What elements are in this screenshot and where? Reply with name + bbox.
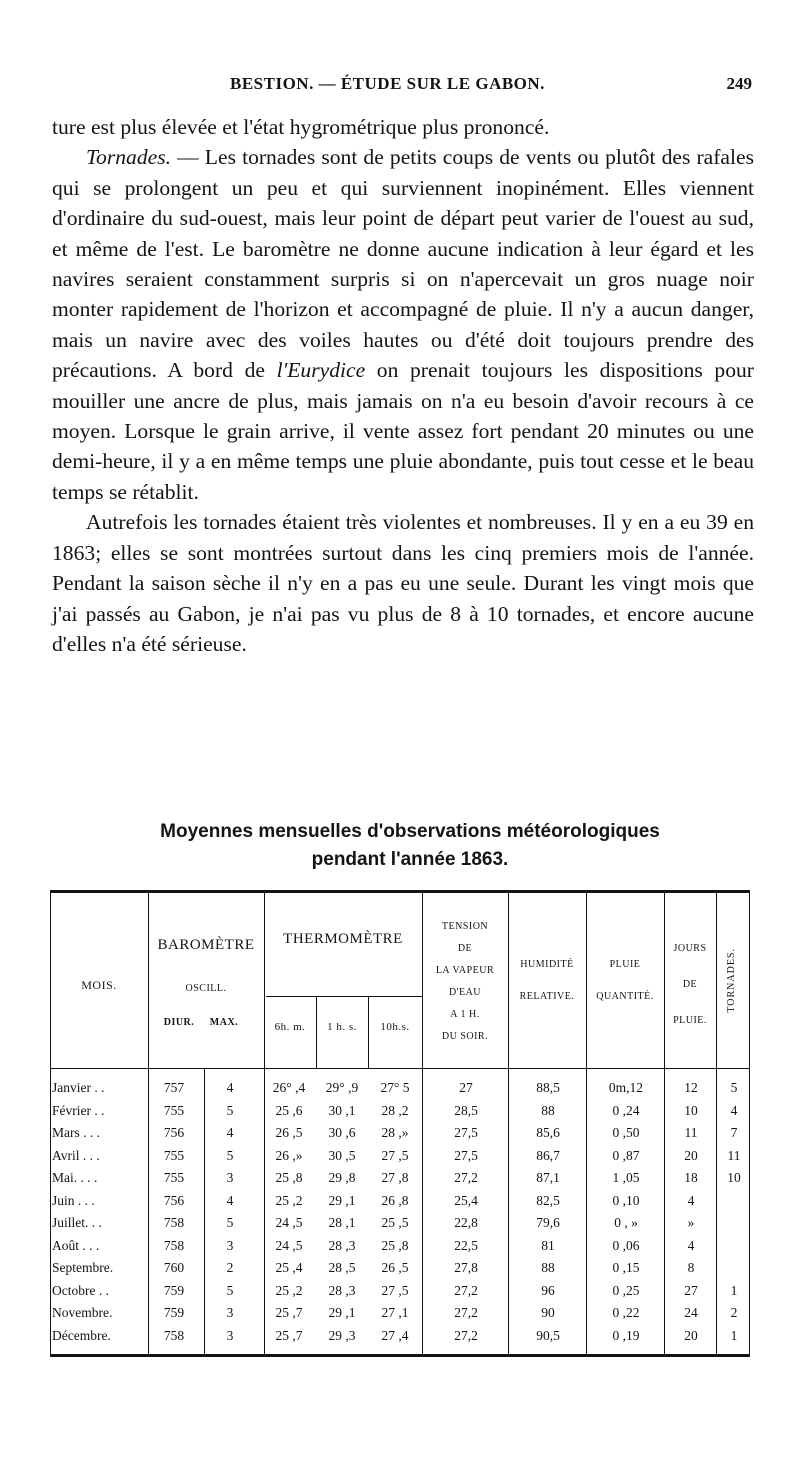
cell-t1: 28 ,5 [328, 1260, 356, 1275]
thermometer-rule [266, 996, 422, 997]
cell-torn: 10 [727, 1170, 741, 1185]
cell-hum: 85,6 [536, 1125, 560, 1140]
meteorological-table [50, 890, 750, 1360]
page-header [0, 74, 800, 98]
cell-t1: 29 ,8 [328, 1170, 356, 1185]
tension-line: A 1 H. [450, 1009, 480, 1020]
cell-torn: 2 [730, 1305, 738, 1320]
cell-jours: 20 [684, 1327, 698, 1343]
cell-bar: 756 [163, 1125, 185, 1140]
cell-vap: 27,2 [454, 1327, 478, 1343]
cell-osc: 2 [226, 1260, 234, 1275]
header-max: MAX. [209, 1017, 239, 1028]
header-de: DE [682, 979, 698, 990]
header-humidite: HUMIDITÉ [520, 959, 574, 970]
header-oscill: OSCILL. [185, 983, 227, 994]
table-bottom-rule [50, 1354, 750, 1357]
cell-vap: 22,5 [454, 1237, 478, 1253]
cell-t10: 27 ,8 [381, 1170, 409, 1185]
header-relative: RELATIVE. [519, 991, 575, 1002]
cell-bar: 760 [163, 1260, 185, 1275]
ship-name: l'Eurydice [276, 358, 366, 383]
cell-t1: 28 ,1 [328, 1215, 356, 1230]
paragraph-1: ture est plus élevée et l'état hygrométrique plus prononcé. [52, 115, 550, 139]
cell-osc: 4 [226, 1125, 234, 1140]
cell-t1: 28 ,3 [328, 1282, 356, 1298]
cell-vap: 27,8 [454, 1260, 478, 1275]
cell-t6: 25 ,2 [275, 1282, 303, 1298]
cell-month: Août . . . [52, 1237, 100, 1253]
cell-t1: 30 ,1 [328, 1102, 356, 1118]
cell-bar: 759 [163, 1305, 185, 1320]
cell-jours: » [687, 1215, 695, 1230]
cell-hum: 81 [541, 1237, 555, 1253]
cell-hum: 88,5 [536, 1080, 560, 1095]
tension-line: TENSION [441, 921, 489, 932]
cell-jours: 4 [687, 1237, 695, 1253]
cell-vap: 27,5 [454, 1125, 478, 1140]
cell-bar: 758 [163, 1215, 185, 1230]
table-row [50, 1170, 750, 1186]
cell-torn: 7 [730, 1125, 738, 1140]
header-jours: JOURS [673, 943, 707, 954]
cell-vap: 27,5 [454, 1147, 478, 1163]
cell-t6: 26 ,» [275, 1147, 303, 1163]
paragraph-3: Autrefois les tornades étaient très violentes et nombreuses. Il y en a eu 39 en 1863; elles se sont montrées surtout dans les cinq premiers mois de l'année. Pendant la saison sèche il n'y en a pas eu une seule. Durant les vingt mois que j'ai passés au Gabon, je n'ai pas vu plus de 8 à 10 tornades, et encore aucune d'elles n'a été sérieuse. [52, 510, 754, 656]
header-tension [422, 920, 508, 1044]
cell-t6: 25 ,7 [275, 1305, 303, 1320]
cell-t10: 27° 5 [380, 1080, 410, 1095]
header-tornades: TORNADES. [726, 948, 737, 1013]
cell-pluie: 0m,12 [608, 1080, 644, 1095]
cell-t6: 25 ,4 [275, 1260, 303, 1275]
cell-bar: 755 [163, 1147, 185, 1163]
cell-vap: 27 [459, 1080, 473, 1095]
cell-osc: 3 [226, 1237, 234, 1253]
cell-month: Décembre. [52, 1327, 111, 1343]
cell-t10: 25 ,8 [381, 1237, 409, 1253]
cell-month: Juillet. . . [52, 1215, 102, 1230]
cell-pluie: 0 ,15 [612, 1260, 640, 1275]
cell-t1: 30 ,5 [328, 1147, 356, 1163]
cell-hum: 88 [541, 1260, 555, 1275]
cell-t10: 25 ,5 [381, 1215, 409, 1230]
tension-line: LA VAPEUR [435, 965, 495, 976]
table-row [50, 1080, 750, 1096]
cell-bar: 757 [163, 1080, 185, 1095]
cell-hum: 90,5 [536, 1327, 560, 1343]
cell-t10: 27 ,5 [381, 1282, 409, 1298]
cell-month: Mai. . . . [52, 1170, 98, 1185]
cell-vap: 25,4 [454, 1192, 478, 1208]
cell-bar: 755 [163, 1102, 185, 1118]
cell-osc: 5 [226, 1102, 234, 1118]
cell-pluie: 0 ,50 [612, 1125, 640, 1140]
tornades-heading: Tornades. [86, 145, 172, 170]
table-row [50, 1328, 750, 1344]
cell-t10: 27 ,5 [381, 1147, 409, 1163]
header-t6: 6h. m. [274, 1021, 306, 1033]
cell-bar: 756 [163, 1192, 185, 1208]
paragraph-2-text-a: — Les tornades sont de petits coups de vents ou plutôt des rafales qui se prolongent un peu et qui surviennent inopinément. Elles viennent d'ordinaire du sud-ouest, mais leur point de départ peut varier de l'ouest au sud, et même de l'est. Le baromètre ne donne aucune indication à leur égard et les navires seraient constamment surpris si on n'apercevait un gros nuage noir monter rapidement de l'horizon et accompagné de pluie. Il n'y a aucun danger, mais un navire avec des voiles hautes ou d'été doit toujours prendre des précautions. A bord de [52, 145, 754, 383]
table-row [50, 1148, 750, 1164]
header-mois: MOIS. [81, 978, 117, 992]
cell-bar: 759 [163, 1282, 185, 1298]
cell-month: Septembre. [52, 1260, 114, 1275]
cell-hum: 86,7 [536, 1147, 560, 1163]
cell-month: Mars . . . [52, 1125, 100, 1140]
cell-t10: 28 ,» [381, 1125, 409, 1140]
cell-t1: 30 ,6 [328, 1125, 356, 1140]
cell-month: Janvier . . [52, 1080, 105, 1095]
cell-hum: 88 [541, 1102, 555, 1118]
cell-t10: 27 ,4 [381, 1327, 409, 1343]
cell-hum: 82,5 [536, 1192, 560, 1208]
cell-t6: 25 ,7 [275, 1327, 303, 1343]
table-row [50, 1260, 750, 1276]
cell-osc: 3 [226, 1305, 234, 1320]
header-t1: 1 h. s. [327, 1021, 357, 1033]
cell-t1: 28 ,3 [328, 1237, 356, 1253]
cell-jours: 10 [684, 1102, 698, 1118]
cell-jours: 20 [684, 1147, 698, 1163]
cell-osc: 4 [226, 1080, 234, 1095]
cell-vap: 28,5 [454, 1102, 478, 1118]
body-text [52, 112, 754, 659]
header-diur: DIUR. [163, 1017, 195, 1028]
header-pluie: PLUIE [609, 959, 641, 970]
cell-pluie: 0 ,22 [612, 1305, 640, 1320]
paragraph-2-text-b: on prenait toujours les dispositions pour mouiller une ancre de plus, mais jamais on n'a eu besoin d'avoir recours à ce moyen. Lorsque le grain arrive, il vente assez fort pendant 20 minutes ou une demi-heure, il y a en même temps une pluie abondante, puis tout cesse et le beau temps se rétablit. [52, 358, 755, 504]
cell-pluie: 1 ,05 [612, 1170, 640, 1185]
cell-t6: 26° ,4 [272, 1080, 306, 1095]
cell-month: Octobre . . [52, 1282, 109, 1298]
cell-vap: 27,2 [454, 1170, 478, 1185]
tension-line: DE [457, 943, 473, 954]
table-top-rule [50, 890, 750, 893]
cell-t1: 29 ,1 [328, 1305, 356, 1320]
cell-t6: 24 ,5 [275, 1215, 303, 1230]
table-row [50, 1215, 750, 1231]
cell-hum: 96 [541, 1282, 555, 1298]
cell-osc: 3 [226, 1170, 234, 1185]
cell-bar: 758 [163, 1237, 185, 1253]
cell-torn: 4 [730, 1102, 738, 1118]
page-number: 249 [726, 74, 752, 93]
header-pluie-jours: PLUIE. [673, 1015, 707, 1026]
cell-t6: 25 ,2 [275, 1192, 303, 1208]
cell-hum: 87,1 [536, 1170, 560, 1185]
cell-month: Juin . . . [52, 1192, 95, 1208]
cell-osc: 5 [226, 1282, 234, 1298]
cell-pluie: 0 , » [614, 1215, 638, 1230]
cell-pluie: 0 ,19 [612, 1327, 640, 1343]
cell-t1: 29 ,1 [328, 1192, 356, 1208]
tension-line: D'EAU [448, 987, 482, 998]
cell-vap: 27,2 [454, 1282, 478, 1298]
cell-t10: 26 ,8 [381, 1192, 409, 1208]
cell-pluie: 0 ,25 [612, 1282, 640, 1298]
cell-hum: 90 [541, 1305, 555, 1320]
cell-pluie: 0 ,24 [612, 1102, 640, 1118]
cell-t6: 25 ,8 [275, 1170, 303, 1185]
header-thermometre: THERMOMÈTRE [283, 931, 403, 947]
header-quantite: QUANTITÉ. [596, 991, 654, 1002]
header-t10: 10h.s. [380, 1021, 410, 1033]
cell-t6: 25 ,6 [275, 1102, 303, 1118]
cell-osc: 3 [226, 1327, 234, 1343]
paragraph-2 [52, 142, 754, 507]
table-row [50, 1103, 750, 1119]
cell-bar: 758 [163, 1327, 185, 1343]
cell-torn: 1 [730, 1282, 738, 1298]
cell-month: Novembre. [52, 1305, 113, 1320]
cell-month: Avril . . . [52, 1147, 100, 1163]
cell-t10: 28 ,2 [381, 1102, 409, 1118]
cell-t6: 24 ,5 [275, 1237, 303, 1253]
cell-vap: 27,2 [454, 1305, 478, 1320]
cell-osc: 5 [226, 1147, 234, 1163]
cell-pluie: 0 ,06 [612, 1237, 640, 1253]
cell-pluie: 0 ,87 [612, 1147, 640, 1163]
cell-torn: 11 [727, 1147, 741, 1163]
cell-jours: 27 [684, 1282, 698, 1298]
table-row [50, 1283, 750, 1299]
table-row [50, 1238, 750, 1254]
cell-t6: 26 ,5 [275, 1125, 303, 1140]
cell-hum: 79,6 [536, 1215, 560, 1230]
cell-jours: 24 [684, 1305, 698, 1320]
cell-osc: 4 [226, 1192, 234, 1208]
tension-line: DU SOIR. [441, 1031, 489, 1042]
cell-month: Février . . [52, 1102, 105, 1118]
cell-jours: 12 [684, 1080, 698, 1095]
running-title: BESTION. — ÉTUDE SUR LE GABON. [230, 74, 545, 93]
cell-torn: 1 [730, 1327, 738, 1343]
cell-pluie: 0 ,10 [612, 1192, 640, 1208]
cell-t1: 29 ,3 [328, 1327, 356, 1343]
cell-jours: 4 [687, 1192, 695, 1208]
cell-torn: 5 [730, 1080, 738, 1095]
cell-jours: 11 [684, 1125, 698, 1140]
cell-t10: 26 ,5 [381, 1260, 409, 1275]
table-row [50, 1193, 750, 1209]
cell-osc: 5 [226, 1215, 234, 1230]
table-row [50, 1125, 750, 1141]
caption-line-1: Moyennes mensuelles d'observations météorologiques [160, 821, 660, 842]
table-row [50, 1305, 750, 1321]
caption-line-2: pendant l'année 1863. [311, 849, 509, 870]
cell-bar: 755 [163, 1170, 185, 1185]
table-caption [60, 818, 760, 874]
cell-vap: 22,8 [454, 1215, 478, 1230]
cell-t1: 29° ,9 [325, 1080, 359, 1095]
cell-jours: 18 [684, 1170, 698, 1185]
cell-t10: 27 ,1 [381, 1305, 409, 1320]
header-bottom-rule [50, 1068, 750, 1069]
header-barometre: BAROMÈTRE [157, 937, 255, 953]
cell-jours: 8 [687, 1260, 695, 1275]
